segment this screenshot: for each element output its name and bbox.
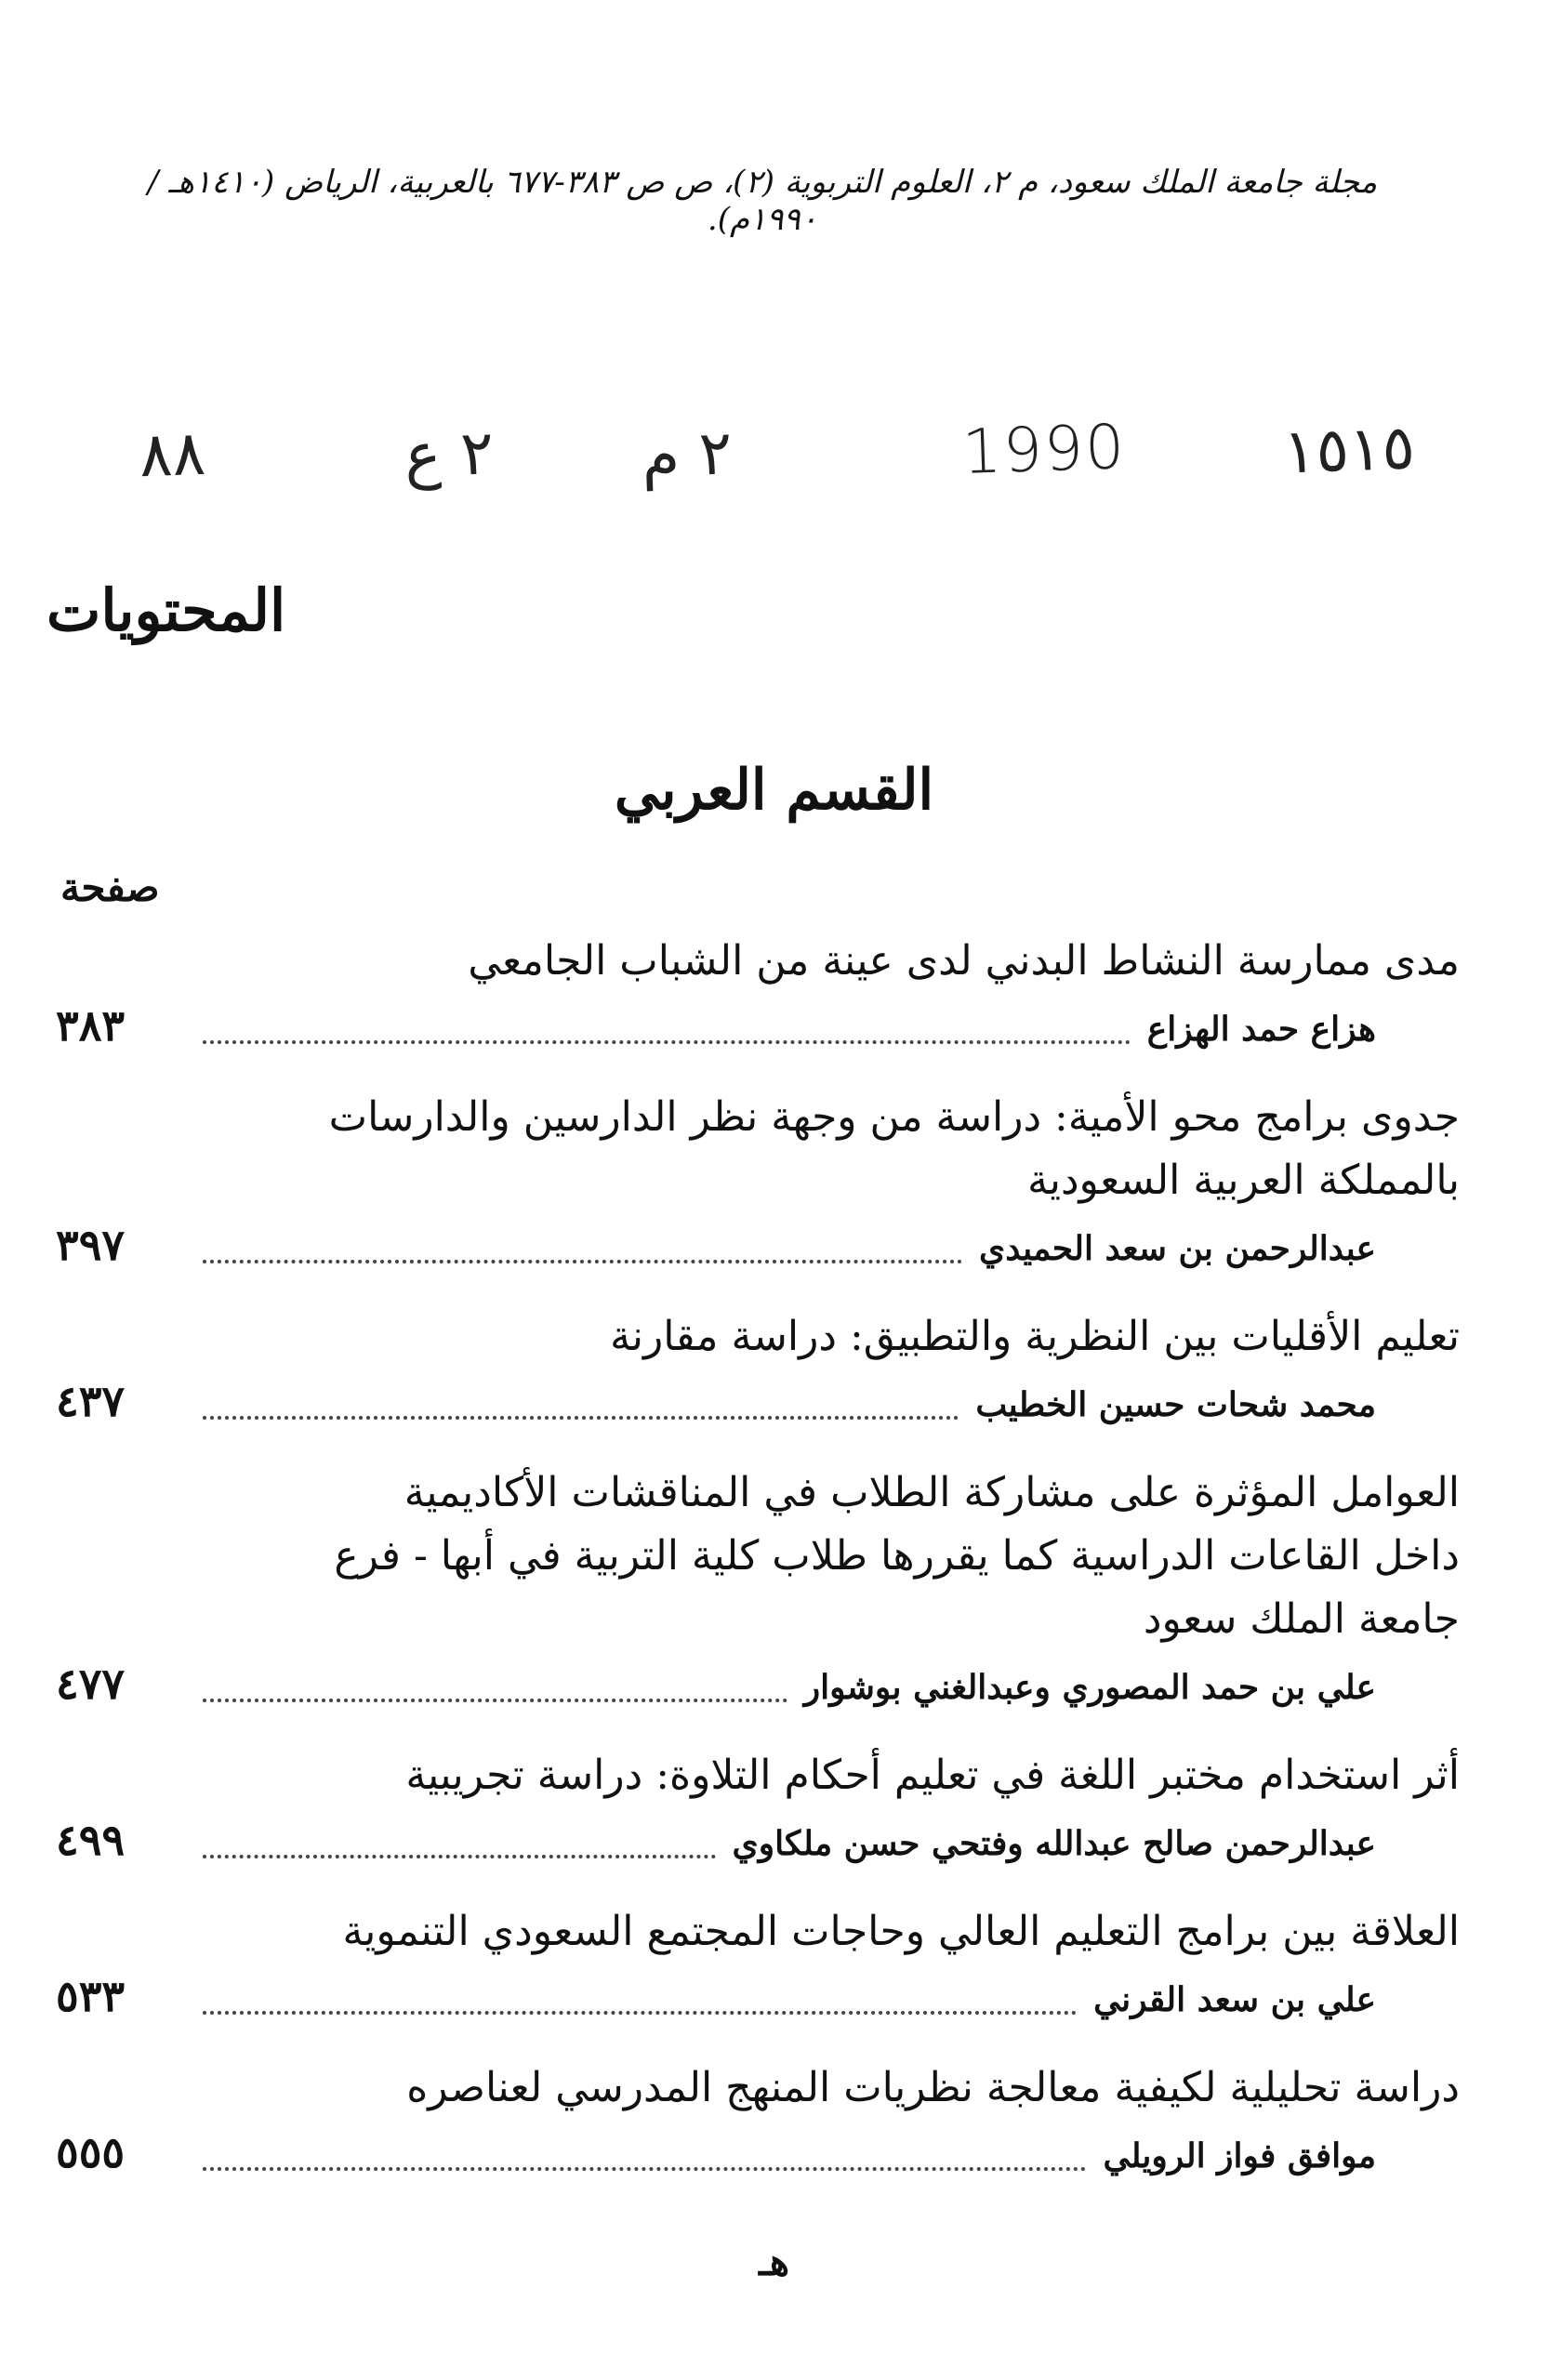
entry-page-number: ٤٣٧ xyxy=(56,1376,126,1426)
entry-author-row xyxy=(56,1376,1460,1441)
entry-author-row xyxy=(56,1971,1460,2036)
entry-author: علي بن حمد المصوري وعبدالغني بوشوار xyxy=(803,1668,1376,1707)
toc-entry xyxy=(56,930,1460,1065)
entry-author-row xyxy=(56,2127,1460,2192)
entry-page-number: ٣٨٣ xyxy=(56,1000,126,1051)
entry-page-number: ٥٣٣ xyxy=(56,1971,126,2021)
entry-author: عبدالرحمن صالح عبدالله وفتحي حسن ملكاوي xyxy=(732,1824,1376,1863)
dot-leader xyxy=(203,1256,962,1263)
entry-title: العوامل المؤثرة على مشاركة الطلاب في المناقشات الأكاديمية داخل القاعات الدراسية كما يقررها طلاب كلية التربية في أبها - فرع جامعة الملك سعود xyxy=(334,1469,1460,1643)
section-heading: القسم العربي xyxy=(614,758,934,823)
entry-title: أثر استخدام مختبر اللغة في تعليم أحكام التلاوة: دراسة تجريبية xyxy=(405,1752,1460,1799)
toc-entry xyxy=(56,2056,1460,2192)
dot-leader xyxy=(203,1037,1131,1044)
entry-author: عبدالرحمن بن سعد الحميدي xyxy=(979,1229,1376,1268)
contents-heading: المحتويات xyxy=(46,576,286,644)
handwritten-note: ٢ م xyxy=(640,416,734,492)
dot-leader xyxy=(203,1851,716,1858)
handwritten-note: ١٥١٥ xyxy=(1281,411,1417,488)
entry-title: تعليم الأقليات بين النظرية والتطبيق: دراسة مقارنة xyxy=(610,1313,1460,1360)
toc-entry xyxy=(56,1900,1460,2036)
dot-leader xyxy=(203,1695,787,1702)
entry-author-row xyxy=(56,1659,1460,1724)
toc-entry xyxy=(56,1744,1460,1880)
entry-title: مدى ممارسة النشاط البدني لدى عينة من الشباب الجامعي xyxy=(468,937,1460,985)
journal-citation: مجلة جامعة الملك سعود، م ٢، العلوم التربوية (٢)، ص ص ٣٨٣-٦٧٧ بالعربية، الرياض (١٤١٠هـ / ١٩٩٠م). xyxy=(147,164,1378,238)
entry-page-number: ٣٩٧ xyxy=(56,1220,126,1270)
entry-title: دراسة تحليلية لكيفية معالجة نظريات المنهج المدرسي لعناصره xyxy=(406,2064,1460,2111)
handwritten-note: 1990 xyxy=(960,410,1128,489)
entry-page-number: ٤٩٩ xyxy=(56,1815,126,1865)
entry-author-row xyxy=(56,1220,1460,1285)
handwritten-note: ٨٨ xyxy=(138,416,207,492)
entry-author: علي بن سعد القرني xyxy=(1093,1980,1376,2019)
toc-entry xyxy=(56,1305,1460,1441)
toc-entries xyxy=(56,930,1460,2213)
page-column-label: صفحة xyxy=(60,865,160,910)
page-marker: هـ xyxy=(759,2241,789,2284)
handwritten-annotations xyxy=(112,400,1469,530)
entry-author: هزاع حمد الهزاع xyxy=(1146,1010,1376,1049)
entry-author: محمد شحات حسين الخطيب xyxy=(975,1385,1376,1424)
entry-author-row xyxy=(56,1000,1460,1065)
entry-author: موافق فواز الرويلي xyxy=(1103,2136,1376,2175)
dot-leader xyxy=(203,2163,1086,2171)
handwritten-note: ٢ ع xyxy=(403,416,496,492)
entry-page-number: ٥٥٥ xyxy=(56,2127,126,2177)
entry-page-number: ٤٧٧ xyxy=(56,1659,126,1709)
toc-entry xyxy=(56,1086,1460,1285)
dot-leader xyxy=(203,2007,1077,2015)
entry-author-row xyxy=(56,1815,1460,1880)
entry-title: العلاقة بين برامج التعليم العالي وحاجات المجتمع السعودي التنموية xyxy=(342,1908,1460,1955)
dot-leader xyxy=(203,1412,959,1420)
toc-entry xyxy=(56,1461,1460,1724)
entry-title: جدوى برامج محو الأمية: دراسة من وجهة نظر الدارسين والدارسات بالمملكة العربية السعودية xyxy=(328,1093,1460,1204)
